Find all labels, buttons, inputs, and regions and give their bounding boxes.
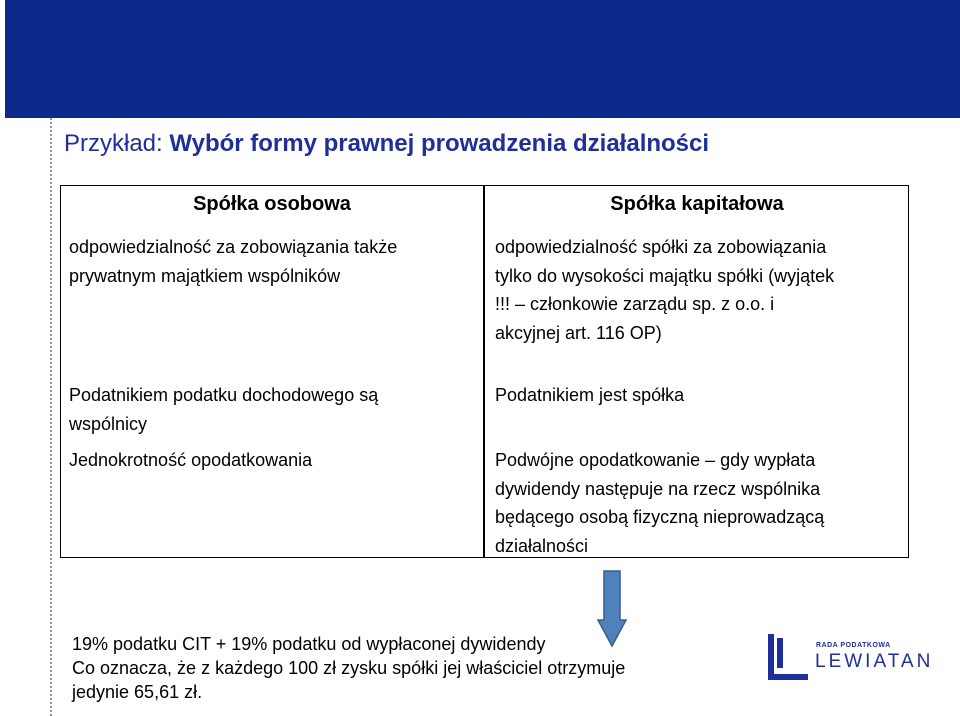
row1-right-line: !!! – członkowie zarządu sp. z o.o. i (495, 294, 775, 314)
logo-caption-big: LEWIATAN (815, 651, 934, 672)
header-spolka-osobowa: Spółka osobowa (193, 193, 351, 215)
row3-right-line: dywidendy następuje na rzecz wspólnika (495, 478, 821, 499)
row1-right-line: akcyjnej art. 116 OP) (495, 322, 662, 343)
row3-left-cell (69, 446, 479, 475)
row2-right-cell (495, 381, 905, 410)
slide-title (64, 130, 709, 158)
row3-left-line: Jednokrotność opodatkowania (69, 450, 313, 470)
slide-title-bold: Wybór formy prawnej prowadzenia działalności (169, 130, 710, 157)
row1-left-cell (69, 233, 479, 290)
row1-right-cell (495, 233, 905, 347)
table-column-divider (483, 186, 485, 557)
summary-line: Co oznacza, że z każdego 100 zł zysku spółki jej właściciel otrzymuje (72, 658, 626, 678)
header-spolka-kapitalowa: Spółka kapitałowa (610, 193, 784, 215)
row3-right-cell (495, 446, 905, 560)
row2-left-cell (69, 381, 479, 438)
row3-right-line: działalności (495, 535, 589, 556)
row1-right-line: odpowiedzialność spółki za zobowiązania (495, 237, 827, 257)
slide-title-prefix: Przykład: (64, 130, 170, 157)
row3-right-line: będącego osobą fizyczną nieprowadzącą (495, 507, 825, 527)
row1-left-line: odpowiedzialność za zobowiązania także (69, 237, 398, 257)
row1-left-line: prywatnym majątkiem wspólników (69, 265, 341, 286)
comparison-table (60, 185, 909, 558)
row2-left-line: wspólnicy (69, 413, 148, 434)
row2-left-line: Podatnikiem podatku dochodowego są (69, 385, 379, 405)
top-banner (5, 0, 960, 118)
summary-line: jedynie 65,61 zł. (72, 682, 203, 702)
summary-line: 19% podatku CIT + 19% podatku od wypłaconej dywidendy (72, 634, 546, 654)
row1-right-line: tylko do wysokości majątku spółki (wyjątek (495, 265, 835, 286)
logo-caption-small: RADA PODATKOWA (816, 642, 891, 649)
summary-text (72, 632, 625, 704)
row3-right-line: Podwójne opodatkowanie – gdy wypłata (495, 450, 816, 470)
lewiatan-logo-icon (768, 634, 812, 680)
row2-right-line: Podatnikiem jest spółka (495, 385, 685, 405)
dotted-vertical-divider (50, 118, 52, 716)
